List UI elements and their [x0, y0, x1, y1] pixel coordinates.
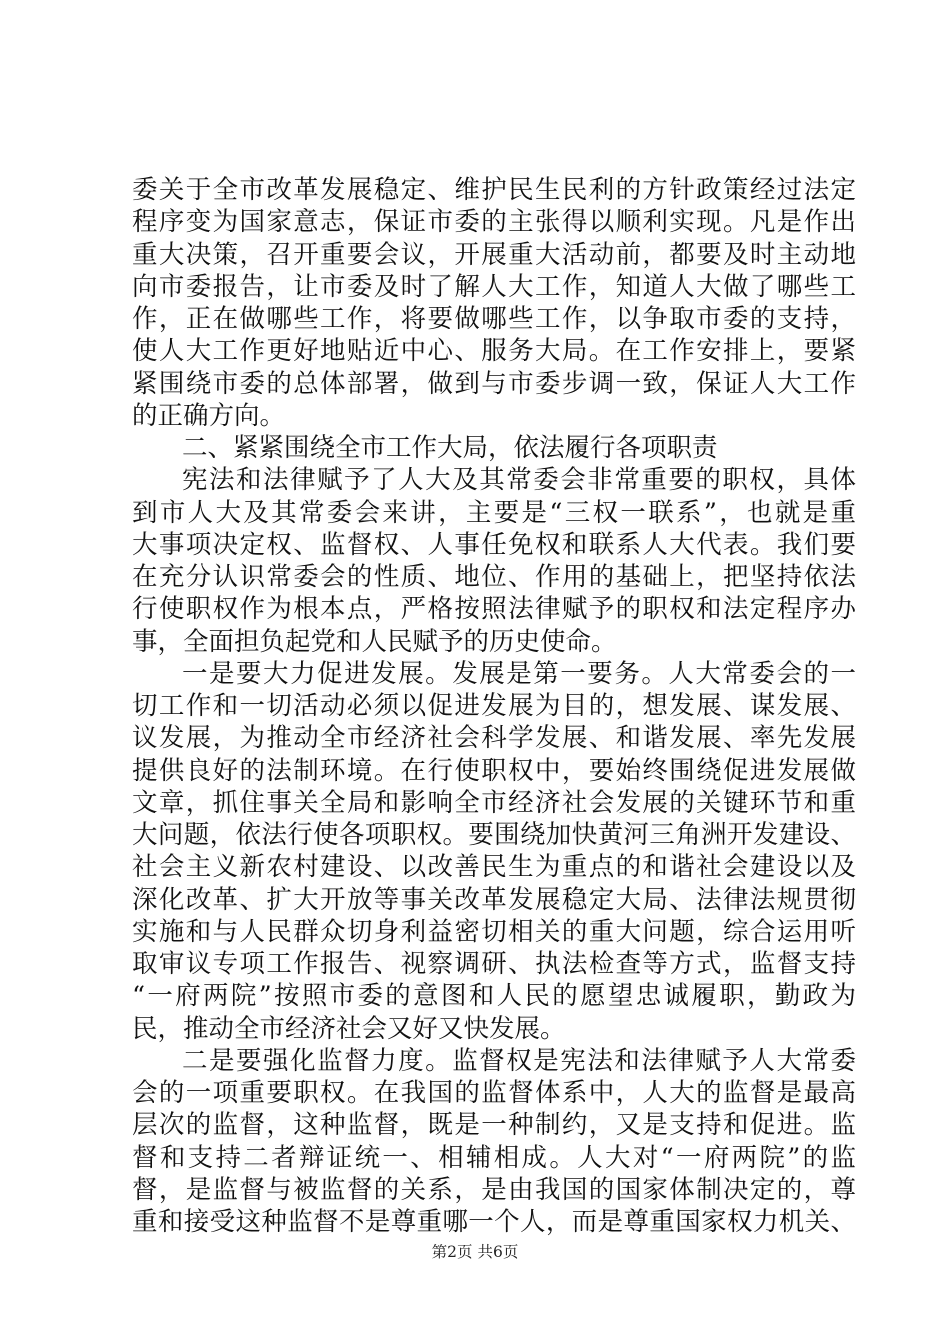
text-line: “一府两院”按照市委的意图和人民的愿望忠诚履职，勤政为 — [132, 981, 856, 1012]
text-line: 紧围绕市委的总体部署，做到与市委步调一致，保证人大工作 — [132, 368, 856, 399]
text-line: 重和接受这种监督不是尊重哪一个人，而是尊重国家权力机关、 — [132, 1207, 856, 1237]
text-line: 层次的监督，这种监督，既是一种制约，又是支持和促进。监 — [132, 1110, 856, 1141]
text-line: 深化改革、扩大开放等事关改革发展稳定大局、法律法规贯彻 — [132, 884, 856, 915]
text-line: 到市人大及其常委会来讲，主要是“三权一联系”，也就是重 — [132, 497, 856, 528]
body-text — [132, 174, 856, 1238]
text-line: 督，是监督与被监督的关系，是由我国的国家体制决定的，尊 — [132, 1174, 856, 1205]
text-line: 大问题，依法行使各项职权。要围绕加快黄河三角洲开发建设、 — [132, 820, 856, 850]
text-line: 的正确方向。 — [132, 400, 286, 431]
text-line: 会的一项重要职权。在我国的监督体系中，人大的监督是最高 — [132, 1078, 856, 1108]
text-line: 民，推动全市经济社会又好又快发展。 — [132, 1013, 566, 1044]
text-line: 实施和与人民群众切身利益密切相关的重大问题，综合运用听 — [132, 916, 856, 947]
text-line: 大事项决定权、监督权、人事任免权和联系人大代表。我们要 — [132, 529, 856, 560]
text-line: 文章，抓住事关全局和影响全市经济社会发展的关键环节和重 — [132, 787, 856, 818]
text-line: 社会主义新农村建设、以改善民生为重点的和谐社会建设以及 — [132, 852, 856, 883]
section-heading: 二、紧紧围绕全市工作大局，依法履行各项职责 — [182, 433, 718, 463]
text-line: 在充分认识常委会的性质、地位、作用的基础上，把坚持依法 — [132, 562, 856, 592]
text-line: 程序变为国家意志，保证市委的主张得以顺利实现。凡是作出 — [132, 207, 856, 238]
text-line: 督和支持二者辩证统一、相辅相成。人大对“一府两院”的监 — [132, 1142, 856, 1173]
text-line: 事，全面担负起党和人民赋予的历史使命。 — [132, 626, 617, 657]
text-line: 重大决策，召开重要会议，开展重大活动前，都要及时主动地 — [132, 239, 856, 270]
text-line: 行使职权作为根本点，严格按照法律赋予的职权和法定程序办 — [132, 594, 856, 625]
text-line: 议发展，为推动全市经济社会科学发展、和谐发展、率先发展 — [132, 723, 856, 754]
text-line: 二是要强化监督力度。监督权是宪法和法律赋予人大常委 — [182, 1045, 856, 1076]
text-line: 使人大工作更好地贴近中心、服务大局。在工作安排上，要紧 — [132, 336, 856, 367]
page-number-footer: 第2页 共6页 — [431, 1243, 519, 1261]
text-line: 作，正在做哪些工作，将要做哪些工作，以争取市委的支持， — [132, 304, 856, 334]
text-line: 委关于全市改革发展稳定、维护民生民利的方针政策经过法定 — [132, 175, 856, 205]
text-line: 向市委报告，让市委及时了解人大工作，知道人大做了哪些工 — [132, 271, 856, 302]
text-line: 提供良好的法制环境。在行使职权中，要始终围绕促进发展做 — [132, 755, 856, 786]
text-line: 一是要大力促进发展。发展是第一要务。人大常委会的一 — [182, 658, 856, 689]
text-line: 切工作和一切活动必须以促进发展为目的，想发展、谋发展、 — [132, 691, 856, 721]
text-line: 取审议专项工作报告、视察调研、执法检查等方式，监督支持 — [132, 949, 856, 979]
text-line: 宪法和法律赋予了人大及其常委会非常重要的职权，具体 — [182, 465, 856, 496]
